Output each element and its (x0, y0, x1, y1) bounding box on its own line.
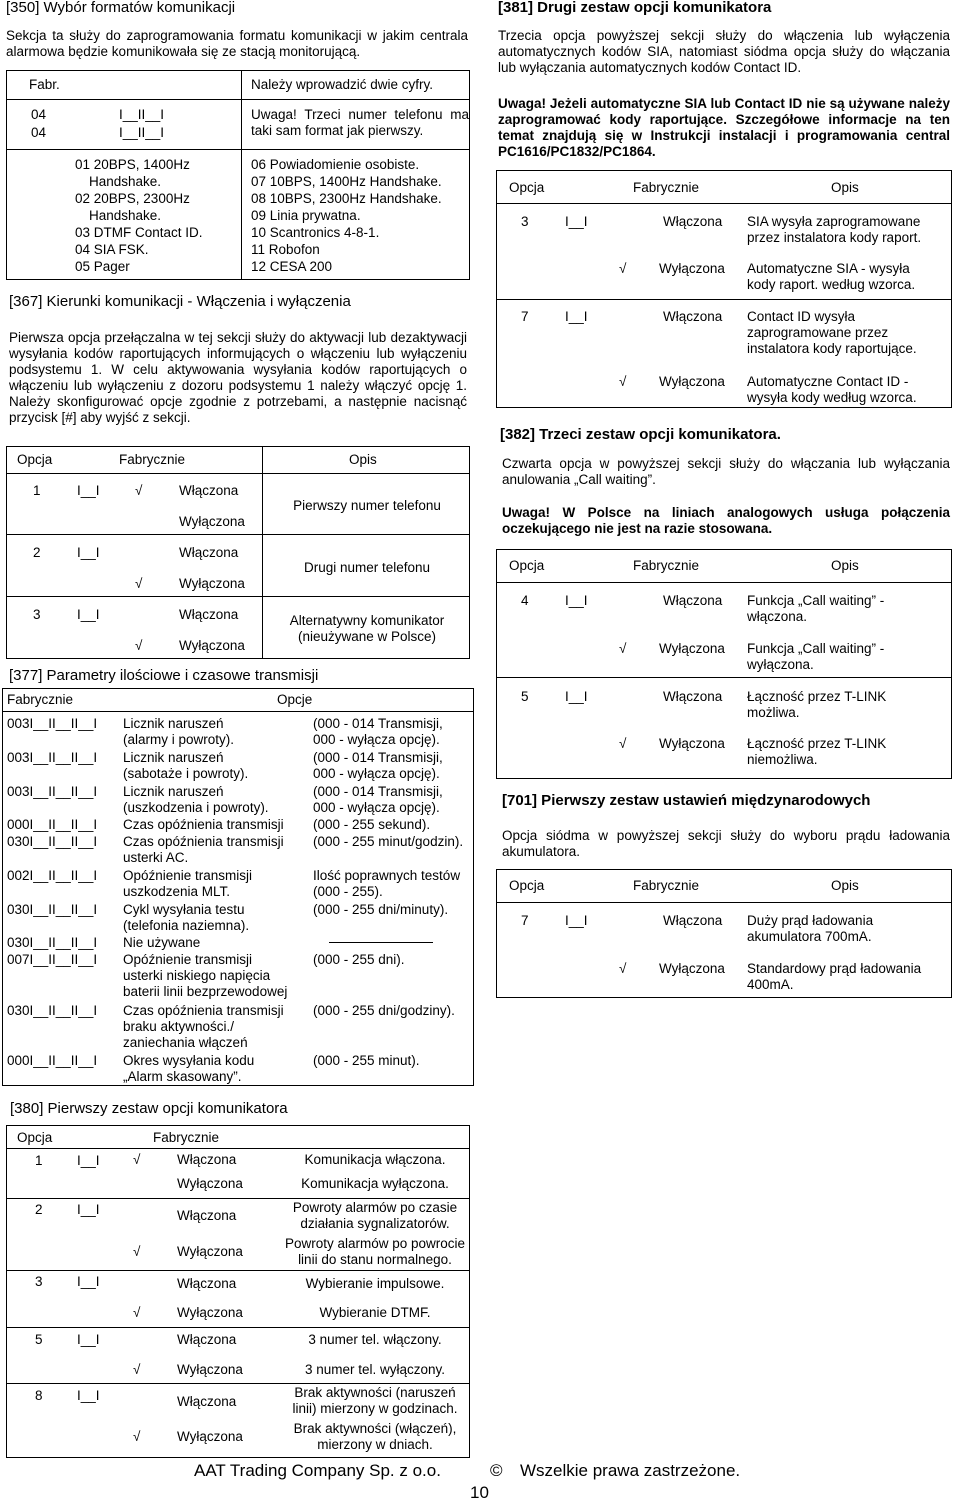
parameter-description: Opóźnienie transmisji (123, 952, 253, 967)
option-field[interactable]: I__I (565, 689, 588, 704)
option-on-description: Wybieranie impulsowe. (305, 1276, 445, 1291)
option-on-description: możliwa. (747, 705, 800, 720)
column-header-opis: Opis (831, 558, 859, 573)
check-mark[interactable]: √ (133, 1152, 141, 1167)
column-header-opcje: Opcje (277, 692, 313, 707)
parameter-code-field[interactable]: 000I__II__II__I (7, 1053, 98, 1068)
fabr-label: Fabr. (29, 77, 60, 92)
column-header-fabrycznie: Fabrycznie (119, 452, 186, 467)
parameter-code-field[interactable]: 002I__II__II__I (7, 868, 98, 883)
format-item: 04 SIA FSK. (75, 242, 149, 257)
parameter-range: (000 - 255). (313, 884, 383, 899)
option-on-description: zaprogramowane przez (747, 325, 889, 340)
check-mark[interactable]: √ (135, 638, 143, 653)
option-on-description: Łączność przez T-LINK (747, 689, 887, 704)
option-off-description: 3 numer tel. wyłączony. (304, 1362, 446, 1377)
option-field[interactable]: I__I (565, 309, 588, 324)
option-on-description: SIA wysyła zaprogramowane (747, 214, 921, 229)
option-field[interactable]: I__I (77, 1274, 100, 1289)
option-off-label: Wyłączona (177, 1244, 243, 1259)
option-off-label: Wyłączona (177, 1176, 243, 1191)
option-off-label: Wyłączona (177, 1429, 243, 1444)
format-item: 02 20BPS, 2300Hz (75, 191, 190, 206)
option-off-description: kody raport. według wzorca. (747, 277, 916, 292)
option-on-description: Komunikacja włączona. (304, 1152, 446, 1167)
option-field[interactable]: I__I (77, 1153, 100, 1168)
option-number: 5 (35, 1332, 43, 1347)
option-off-label: Wyłączona (177, 1305, 243, 1320)
option-number: 2 (35, 1202, 43, 1217)
option-number: 8 (35, 1388, 43, 1403)
check-mark[interactable]: √ (619, 641, 627, 656)
section-701-table (496, 869, 952, 998)
option-on-description: instalatora kody raportujące. (747, 341, 917, 356)
option-on-description: linii) mierzony w godzinach. (292, 1401, 458, 1416)
section-381-description: Trzecia opcja powyższej sekcji służy do włączenia lub wyłączenia automatycznych kodów SIA, natomiast siódma opcja służy do włączania lub wyłączania automatycznych kodów Contact ID. (498, 28, 950, 75)
option-on-label: Włączona (177, 1152, 237, 1167)
option-on-description: Funkcja „Call waiting” - (747, 593, 885, 608)
section-381-warning: Uwaga! Jeżeli automatyczne SIA lub Contact ID nie są używane należy zaprogramować kody raportujące. Szczegółowe informacje na ten temat znajdują się w Instrukcji instalacji i programowania central PC1616/PC1832/PC1864. (498, 96, 950, 159)
section-380-table (6, 1125, 470, 1458)
parameter-description: „Alarm skasowany”. (123, 1069, 242, 1084)
option-on-label: Włączona (663, 593, 723, 608)
parameter-description: (sabotaże i powroty). (123, 766, 249, 781)
parameter-range: 000 - wyłącza opcję). (313, 732, 440, 747)
check-mark[interactable]: √ (133, 1305, 141, 1320)
parameter-range: 000 - wyłącza opcję). (313, 800, 440, 815)
parameter-description: braku aktywności./ (123, 1019, 235, 1034)
option-off-label: Wyłączona (659, 961, 725, 976)
parameter-description: Czas opóźnienia transmisji (123, 834, 284, 849)
check-mark[interactable]: √ (619, 736, 627, 751)
option-number: 7 (521, 309, 529, 324)
parameter-range: (000 - 014 Transmisji, (313, 750, 443, 765)
parameter-code-field[interactable]: 003I__II__II__I (7, 750, 98, 765)
option-on-label: Włączona (663, 689, 723, 704)
parameter-description: Nie używane (123, 935, 201, 950)
section-382-table (496, 549, 952, 779)
section-367-description: Pierwsza opcja przełączalna w tej sekcji służy do aktywacji lub dezaktywacji wysyłania kodów raportujących informujących o włączeniu lub wyłączeniu podsystemu 1. W celu aktywowania wysyłania kodów raportujących o włączeniu lub wyłączeniu z dozoru podsystemu 1 należy włączyć opcję 1. Należy skonfigurować opcje zgodnie z potrzebami, a następnie nacisnąć przycisk [#] aby wyjść z sekcji. (9, 330, 467, 425)
parameter-description: Czas opóźnienia transmisji (123, 817, 284, 832)
format-item: 12 CESA 200 (251, 259, 333, 274)
option-off-description: Funkcja „Call waiting” - (747, 641, 885, 656)
column-header-fabrycznie: Fabrycznie (633, 558, 700, 573)
format-item: 05 Pager (75, 259, 130, 274)
format-item: 11 Robofon (251, 242, 320, 257)
option-on-label: Włączona (177, 1276, 237, 1291)
option-number: 3 (35, 1274, 43, 1289)
parameter-range: (000 - 014 Transmisji, (313, 784, 443, 799)
option-off-description: Automatyczne SIA - wysyła (747, 261, 910, 276)
option-field[interactable]: I__I (77, 1202, 100, 1217)
format-item: 08 10BPS, 2300Hz Handshake. (251, 191, 442, 206)
option-field[interactable]: I__I (565, 214, 588, 229)
section-377-table (2, 688, 474, 1086)
option-off-description: 400mA. (747, 977, 794, 992)
option-on-description: przez instalatora kody raport. (747, 230, 922, 245)
check-mark[interactable]: √ (135, 483, 143, 498)
column-header-opis: Opis (349, 452, 377, 467)
option-number: 7 (521, 913, 529, 928)
option-on-description: Powroty alarmów po czasie (292, 1200, 458, 1215)
not-used-line (329, 942, 433, 943)
column-header-opcja: Opcja (509, 180, 545, 195)
option-description: Pierwszy numer telefonu (293, 498, 441, 513)
section-701-description: Opcja siódma w powyższej sekcji służy do wyboru prądu ładowania akumulatora. (502, 828, 950, 859)
section-377-title: [377] Parametry ilościowe i czasowe transmisji (9, 667, 319, 684)
digits-note: Należy wprowadzić dwie cyfry. (251, 77, 434, 92)
option-off-description: Brak aktywności (włączeń), (293, 1421, 457, 1436)
column-header-fabrycznie: Fabrycznie (633, 878, 700, 893)
format-item: 10 Scantronics 4-8-1. (251, 225, 380, 240)
option-description: Drugi numer telefonu (303, 560, 431, 575)
column-header-opcja: Opcja (509, 558, 545, 573)
section-381-table (496, 170, 952, 408)
phone-1-field[interactable]: I__II__I (119, 107, 165, 122)
parameter-description: uszkodzenia MLT. (123, 884, 231, 899)
left-column (6, 0, 503, 1505)
check-mark[interactable]: √ (619, 261, 627, 276)
parameter-description: usterki niskiego napięcia (123, 968, 271, 983)
parameter-range: (000 - 255 minut/godzin). (313, 834, 464, 849)
parameter-range: Ilość poprawnych testów (313, 868, 461, 883)
format-item: Handshake. (89, 174, 162, 189)
option-off-label: Wyłączona (659, 736, 725, 751)
option-on-label: Włączona (177, 1208, 237, 1223)
option-field[interactable]: I__I (77, 483, 100, 498)
parameter-description: (uszkodzenia i powroty). (123, 800, 269, 815)
section-701-title: [701] Pierwszy zestaw ustawień międzynarodowych (502, 792, 871, 809)
option-on-label: Włączona (177, 1394, 237, 1409)
option-number: 2 (33, 545, 41, 560)
option-on-description: Contact ID wysyła (747, 309, 856, 324)
option-number: 3 (33, 607, 41, 622)
column-header-opcja: Opcja (17, 452, 53, 467)
option-description-note: (nieużywane w Polsce) (297, 629, 437, 644)
parameter-range: (000 - 255 dni). (313, 952, 405, 967)
parameter-description: Licznik naruszeń (123, 750, 224, 765)
parameter-description: zaniechania włączeń (123, 1035, 248, 1050)
option-field[interactable]: I__I (565, 913, 588, 928)
parameter-code-field[interactable]: 030I__II__II__I (7, 834, 98, 849)
option-off-label: Wyłączona (179, 514, 245, 529)
parameter-range: (000 - 255 dni/minuty). (313, 902, 449, 917)
parameter-range: (000 - 255 dni/godziny). (313, 1003, 455, 1018)
option-off-description: Standardowy prąd ładowania (747, 961, 922, 976)
column-header-opcja: Opcja (17, 1130, 53, 1145)
format-item: 01 20BPS, 1400Hz (75, 157, 190, 172)
check-mark[interactable]: √ (619, 961, 627, 976)
option-on-description: włączona. (747, 609, 808, 624)
format-item: 09 Linia prywatna. (251, 208, 361, 223)
option-field[interactable]: I__I (77, 545, 100, 560)
option-off-label: Wyłączona (659, 261, 725, 276)
option-on-label: Włączona (663, 309, 723, 324)
option-description: Alternatywny komunikator (289, 613, 445, 628)
option-number: 1 (33, 483, 41, 498)
option-on-description: Brak aktywności (naruszeń (294, 1385, 456, 1400)
check-mark[interactable]: √ (133, 1244, 141, 1259)
check-mark[interactable]: √ (619, 374, 627, 389)
parameter-code-field[interactable]: 030I__II__II__I (7, 902, 98, 917)
option-on-label: Włączona (179, 483, 239, 498)
option-on-label: Włączona (663, 214, 723, 229)
option-on-label: Włączona (177, 1332, 237, 1347)
option-on-description: działania sygnalizatorów. (300, 1216, 450, 1231)
option-on-description: akumulatora 700mA. (747, 929, 872, 944)
parameter-description: Czas opóźnienia transmisji (123, 1003, 284, 1018)
footer-rights: Wszelkie prawa zastrzeżone. (520, 1461, 741, 1480)
option-off-label: Wyłączona (659, 374, 725, 389)
option-off-label: Wyłączona (179, 576, 245, 591)
check-mark[interactable]: √ (135, 576, 143, 591)
parameter-description: Licznik naruszeń (123, 716, 224, 731)
column-header-fabrycznie: Fabrycznie (633, 180, 700, 195)
phone-1-code: 04 (31, 107, 47, 122)
section-380-title: [380] Pierwszy zestaw opcji komunikatora (10, 1100, 288, 1117)
phone-2-code: 04 (31, 125, 47, 140)
parameter-description: Opóźnienie transmisji (123, 868, 253, 883)
option-number: 1 (35, 1153, 43, 1168)
parameter-range: (000 - 014 Transmisji, (313, 716, 443, 731)
section-382-description: Czwarta opcja w powyższej sekcji służy do włączania lub wyłączania anulowania „Call waiting”. (502, 456, 950, 487)
section-382-warning: Uwaga! W Polsce na liniach analogowych usługa połączenia oczekującego nie jest na razie stosowana. (502, 505, 950, 536)
parameter-description: usterki AC. (123, 850, 189, 865)
parameter-description: (telefonia naziemna). (123, 918, 250, 933)
section-381-title: [381] Drugi zestaw opcji komunikatora (498, 0, 772, 16)
option-number: 4 (521, 593, 529, 608)
option-off-description: Wybieranie DTMF. (319, 1305, 431, 1320)
parameter-code-field[interactable]: 003I__II__II__I (7, 784, 98, 799)
option-on-label: Włączona (179, 545, 239, 560)
option-off-description: Komunikacja wyłączona. (301, 1176, 449, 1191)
parameter-code-field[interactable]: 003I__II__II__I (7, 716, 98, 731)
parameter-description: Okres wysyłania kodu (123, 1053, 255, 1068)
column-header-fabrycznie: Fabrycznie (153, 1130, 220, 1145)
section-367-title: [367] Kierunki komunikacji - Włączenia i wyłączenia (9, 293, 351, 310)
column-header-opis: Opis (831, 878, 859, 893)
option-on-description: Duży prąd ładowania (747, 913, 874, 928)
page-number: 10 (470, 1483, 489, 1502)
parameter-description: Licznik naruszeń (123, 784, 224, 799)
format-item: 07 10BPS, 1400Hz Handshake. (251, 174, 442, 189)
parameter-description: (alarmy i powroty). (123, 732, 235, 747)
parameter-code-field[interactable]: 030I__II__II__I (7, 1003, 98, 1018)
parameter-range: (000 - 255 sekund). (313, 817, 431, 832)
format-item: 03 DTMF Contact ID. (75, 225, 203, 240)
parameter-code-field[interactable]: 007I__II__II__I (7, 952, 98, 967)
option-off-label: Wyłączona (659, 641, 725, 656)
footer-company: AAT Trading Company Sp. z o.o. (194, 1461, 441, 1480)
parameter-description: Cykl wysyłania testu (123, 902, 245, 917)
option-off-description: mierzony w dniach. (317, 1437, 433, 1452)
option-on-description: 3 numer tel. włączony. (308, 1332, 442, 1347)
parameter-range: 000 - wyłącza opcję). (313, 766, 440, 781)
check-mark[interactable]: √ (133, 1362, 141, 1377)
column-header-opis: Opis (831, 180, 859, 195)
option-number: 3 (521, 214, 529, 229)
phone-2-field[interactable]: I__II__I (119, 125, 165, 140)
option-off-description: Łączność przez T-LINK (747, 736, 887, 751)
option-field[interactable]: I__I (77, 1332, 100, 1347)
option-on-label: Włączona (663, 913, 723, 928)
option-off-description: wysyła kody według wzorca. (747, 390, 917, 405)
option-number: 5 (521, 689, 529, 704)
check-mark[interactable]: √ (133, 1429, 141, 1444)
option-field[interactable]: I__I (77, 1388, 100, 1403)
option-off-description: niemożliwa. (747, 752, 818, 767)
section-350-description: Sekcja ta służy do zaprogramowania formatu komunikacji w jakim centrala alarmowa będzie komunikowała się ze stacją monitorującą. (6, 28, 468, 59)
option-off-label: Wyłączona (179, 638, 245, 653)
parameter-description: baterii linii bezprzewodowej (123, 984, 288, 999)
option-field[interactable]: I__I (77, 607, 100, 622)
option-off-description: Automatyczne Contact ID - (747, 374, 909, 389)
format-item: 06 Powiadomienie osobiste. (251, 157, 420, 172)
option-on-label: Włączona (179, 607, 239, 622)
parameter-code-field[interactable]: 000I__II__II__I (7, 817, 98, 832)
parameter-code-field[interactable]: 030I__II__II__I (7, 935, 98, 950)
parameter-range: (000 - 255 minut). (313, 1053, 420, 1068)
section-382-title: [382] Trzeci zestaw opcji komunikatora. (500, 426, 781, 443)
format-item: Handshake. (89, 208, 162, 223)
option-field[interactable]: I__I (565, 593, 588, 608)
option-off-description: wyłączona. (747, 657, 814, 672)
column-header-fabrycznie: Fabrycznie (7, 692, 74, 707)
right-column (496, 0, 952, 1505)
section-367-table (6, 446, 470, 659)
option-off-label: Wyłączona (177, 1362, 243, 1377)
copyright-icon: © (490, 1461, 503, 1480)
option-off-description: Powroty alarmów po powrocie (284, 1236, 466, 1251)
column-header-opcja: Opcja (509, 878, 545, 893)
option-off-description: linii do stanu normalnego. (298, 1252, 452, 1267)
section-350-title: [350] Wybór formatów komunikacji (6, 0, 236, 16)
third-phone-warning: Uwaga! Trzeci numer telefonu ma taki sam format jak pierwszy. (251, 107, 469, 138)
section-350-box (6, 70, 470, 280)
